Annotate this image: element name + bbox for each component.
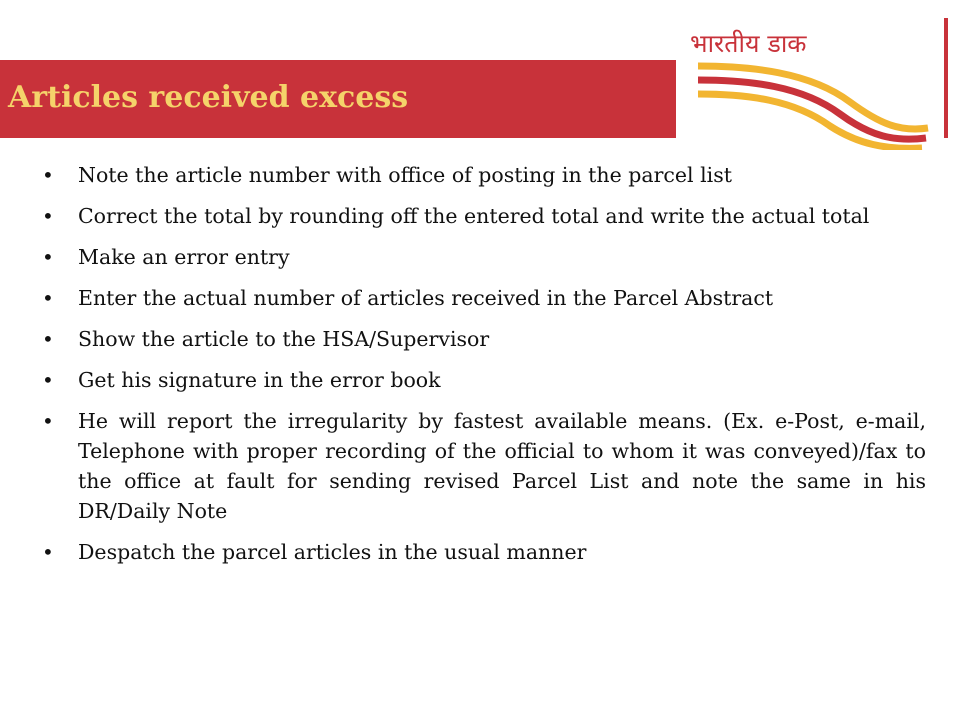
india-post-logo-text: भारतीय डाक	[690, 29, 807, 58]
list-item	[34, 160, 926, 190]
list-item	[34, 406, 926, 526]
list-item	[34, 283, 926, 313]
bullet-marker: •	[42, 327, 54, 351]
list-item	[34, 324, 926, 354]
bullet-text: Get his signature in the error book	[78, 368, 441, 392]
list-item	[34, 365, 926, 395]
bullet-text: Enter the actual number of articles received in the Parcel Abstract	[78, 286, 774, 310]
list-item	[34, 242, 926, 272]
bullet-marker: •	[42, 204, 54, 228]
bullet-marker: •	[42, 540, 54, 564]
bullet-marker: •	[42, 163, 54, 187]
bullet-marker: •	[42, 286, 54, 310]
bullet-text: Despatch the parcel articles in the usual manner	[78, 540, 587, 564]
bullet-text: Show the article to the HSA/Supervisor	[78, 327, 490, 351]
bullet-list	[34, 160, 926, 578]
bullet-text: Note the article number with office of posting in the parcel list	[78, 163, 732, 187]
slide-title: Articles received excess	[8, 80, 409, 115]
bullet-text: He will report the irregularity by fastest available means. (Ex. e-Post, e-mail, Telephone with proper recording of the official to whom it was conveyed)/fax to the office at fault for sending revised Parcel List and note the same in his DR/Daily Note	[78, 409, 926, 523]
bullet-text: Make an error entry	[78, 245, 290, 269]
bullet-marker: •	[42, 368, 54, 392]
bullet-marker: •	[42, 409, 54, 433]
list-item	[34, 537, 926, 567]
list-item	[34, 201, 926, 231]
bullet-marker: •	[42, 245, 54, 269]
india-post-logo-icon	[690, 62, 940, 150]
bullet-text: Correct the total by rounding off the entered total and write the actual total	[78, 204, 870, 228]
logo-divider	[944, 18, 948, 138]
